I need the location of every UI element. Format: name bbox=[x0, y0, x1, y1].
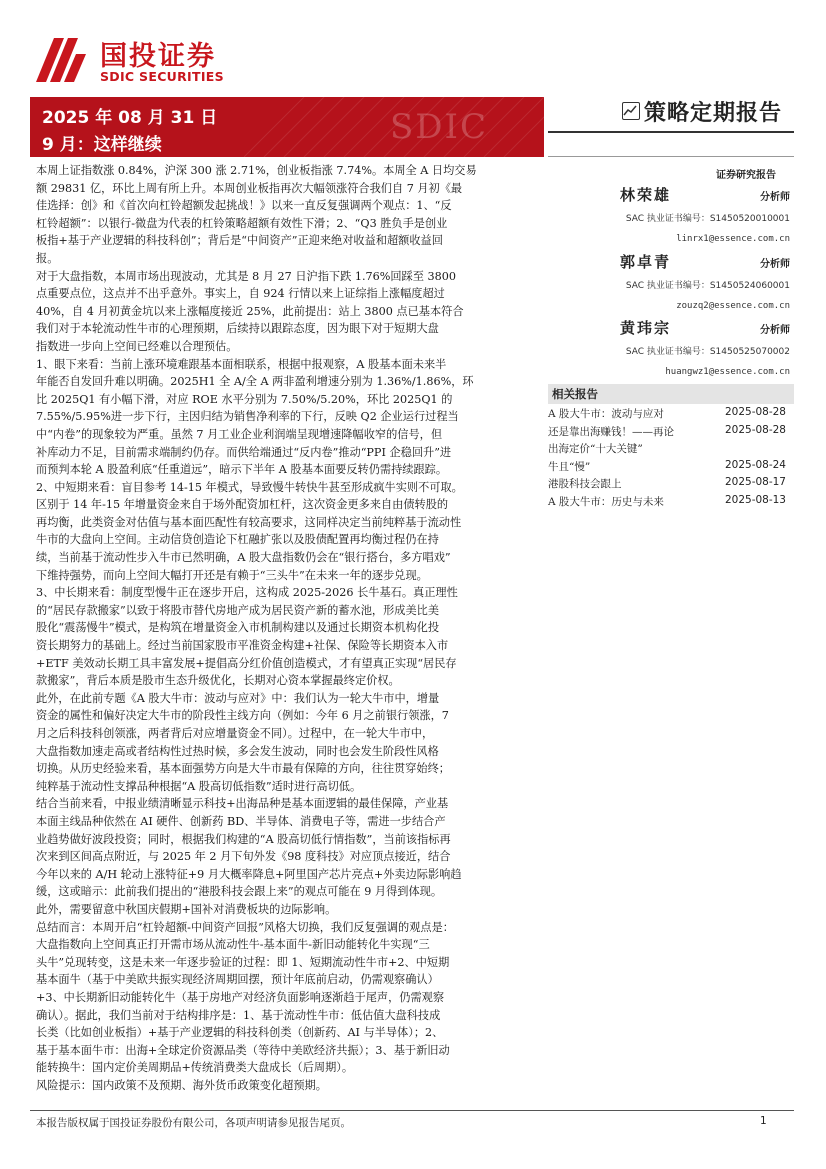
related-report-title[interactable]: 牛且“慢” bbox=[548, 460, 591, 473]
report-type bbox=[622, 96, 794, 130]
body-line: 额 29831 亿，环比上周有所上升。本周创业板指再次大幅领涨符合我们自 7 月初《最 bbox=[36, 181, 463, 195]
body-line: 的“居民存款搬家”以致于将股市替代房地产成为居民资产新的蓄水池，形成美比美 bbox=[36, 603, 440, 617]
related-report-item[interactable] bbox=[548, 441, 794, 459]
body-line: 切换。从历史经验来看，基本面强势方向是大牛市最有保障的方向，往往贯穿始终； bbox=[36, 762, 450, 776]
logo-mark-icon bbox=[34, 36, 90, 84]
body-line: 下维持强势，而向上空间大幅打开还是有赖于“三头牛”在未来一年的逐步兑现。 bbox=[36, 568, 428, 582]
body-line: 资金的属性和偏好决定大牛市的阶段性主线方向（例如：今年 6 月之前银行领涨，7 bbox=[36, 709, 449, 723]
page-number: 1 bbox=[760, 1115, 767, 1127]
body-line: 此外，需要留意中秋国庆假期+国补对消费板块的边际影响。 bbox=[36, 902, 337, 916]
body-line: 能转换牛：国内定价美周期品+传统消费类大盘成长（后周期）。 bbox=[36, 1061, 354, 1075]
body-line: 40%，自 4 月初黄金坑以来上涨幅度接近 25%，此前提出：站上 3800 点已基本符合 bbox=[36, 304, 464, 318]
body-line: 报。 bbox=[36, 251, 59, 265]
related-report-date: 2025-08-17 bbox=[724, 476, 786, 489]
body-line: 2、中短期来看：盲目参考 14-15 年模式，导致慢牛转快牛甚至形成疯牛实则不可取。 bbox=[36, 480, 463, 494]
title-banner bbox=[30, 97, 544, 157]
body-line: 基本面牛（基于中美欧共振实现经济周期回摆，预计年底前启动，仍需观察确认） bbox=[36, 973, 439, 987]
body-line: 补库动力不足，目前需求端制约仍存。而供给端通过“反内卷”推动“PPI 企稳回升”进 bbox=[36, 445, 452, 459]
related-report-item[interactable] bbox=[548, 494, 794, 512]
divider bbox=[548, 131, 794, 133]
analyst-name: 林荣雄 bbox=[620, 186, 672, 204]
analyst-role: 分析师 bbox=[760, 325, 790, 336]
analyst-email[interactable]: linrx1@essence.com.cn bbox=[676, 234, 790, 244]
body-line: +ETF 美效动长期工具丰富发展+提倡高分红价值创造模式，才有望真正实现“居民存 bbox=[36, 656, 457, 670]
chart-icon bbox=[622, 102, 640, 120]
body-line: 资长期努力的基础上。经过当前国家股市平准资金构建+社保、保险等长期资本入市 bbox=[36, 639, 449, 653]
body-line: 结合当前来看，中报业绩清晰显示科技+出海品种是基本面逻辑的最佳保障，产业基 bbox=[36, 797, 449, 811]
body-line: 确认）。据此，我们当前对于结构排序是：1、基于流动性牛市：低估值大盘科技成 bbox=[36, 1008, 441, 1022]
body-line: 牛市的大盘向上空间。主动信贷创造论下杠融扩张以及股债配置再均衡过程仍在持 bbox=[36, 533, 439, 547]
body-line: 头牛”兑现转变，这是未来一年逐步验证的过程：即 1、短期流动性牛市+2、中短期 bbox=[36, 955, 450, 969]
related-report-date: 2025-08-28 bbox=[724, 423, 786, 436]
body-line: 总结而言：本周开启“杠铃超额-中间资产回报”风格大切换，我们反复强调的观点是： bbox=[36, 920, 454, 934]
body-line: 板指+基于产业逻辑的科技科创”；背后是“中间资产”正迎来绝对收益和超额收益回 bbox=[36, 234, 443, 248]
related-report-item[interactable] bbox=[548, 476, 794, 494]
report-date: 2025 年 08 月 31 日 bbox=[42, 108, 218, 128]
related-report-item[interactable] bbox=[548, 459, 794, 477]
related-report-title[interactable]: 港股科技会跟上 bbox=[548, 478, 622, 491]
body-line: 而预判本轮 A 股盈利底“任重道远”，暗示下半年 A 股基本面要反转仍需持续跟踪。 bbox=[36, 463, 448, 477]
body-line: 业趋势做好波段投资；同时，根据我们构建的“A 股高切低行情指数”，当前该指标再 bbox=[36, 832, 451, 846]
related-report-title[interactable]: 出海定价“十大关键” bbox=[548, 443, 643, 456]
related-report-date: 2025-08-24 bbox=[724, 458, 786, 471]
body-line: 款搬家”，背后本质是股市生态升级优化，长期对心资本掌握最终定价权。 bbox=[36, 674, 400, 688]
body-line: 7.55%/5.95%进一步下行，主因归结为销售净利率的下行，反映 Q2 企业运行过程当 bbox=[36, 410, 459, 424]
body-line: 长类（比如创业板指）+基于产业逻辑的科技科创类（创新药、AI 与半导体）；2、 bbox=[36, 1026, 444, 1040]
report-title: 9 月：这样继续 bbox=[42, 135, 162, 155]
body-line: 佳选择：创》和《首次向杠铃超额发起挑战！》以来一直反复强调两个观点：1、“反 bbox=[36, 199, 452, 213]
body-line: 指数进一步向上空间已经难以合理预估。 bbox=[36, 339, 238, 353]
body-line: 纯粹基于流动性支撑品种根据“A 股高切低指数”适时进行高切低。 bbox=[36, 779, 362, 793]
body-line: 今年以来的 A/H 轮动上涨特征+9 月大概率降息+阿里国产芯片亮点+外卖边际影响趋 bbox=[36, 867, 462, 881]
body-line: 缓，这或暗示：此前我们提出的“港股科技会跟上来”的观点可能在 9 月得到体现。 bbox=[36, 885, 443, 899]
body-line: 点重要点位，这点并不出乎意外。事实上，自 924 行情以来上证综指上涨幅度超过 bbox=[36, 287, 445, 301]
body-line: 大盘指数加速走高或者结构性过热时候，多会发生波动，同时也会发生阶段性风格 bbox=[36, 744, 439, 758]
related-reports-header bbox=[548, 384, 794, 404]
body-line: 本面主线品种依然在 AI 硬件、创新药 BD、半导体、消费电子等，需进一步结合产 bbox=[36, 814, 446, 828]
analyst-cert: SAC 执业证书编号：S1450525070002 bbox=[625, 347, 790, 357]
body-line: 我们对于本轮流动性牛市的心理预期，后续持以跟踪态度，因为眼下对于短期大盘 bbox=[36, 322, 439, 336]
analyst-role: 分析师 bbox=[760, 192, 790, 203]
related-reports-title: 相关报告 bbox=[552, 387, 598, 401]
body-line: 年能否自发回升难以明确。2025H1 全 A/全 A 两非盈利增速分别为 1.36%/1.86%，环 bbox=[36, 375, 474, 389]
body-line: 中“内卷”的现象较为严重。虽然 7 月工业企业利润端呈现增速降幅收窄的信号，但 bbox=[36, 427, 443, 441]
analyst-cert: SAC 执业证书编号：S1450520010001 bbox=[625, 214, 790, 224]
company-logo bbox=[34, 32, 274, 90]
banner-watermark: SDIC bbox=[390, 107, 488, 147]
body-line: 大盘指数向上空间真正打开需市场从流动性牛-基本面牛-新旧动能转化牛实现“三 bbox=[36, 938, 430, 952]
analyst-email[interactable]: zouzq2@essence.com.cn bbox=[676, 301, 790, 311]
logo-name-en: SDIC SECURITIES bbox=[100, 69, 224, 84]
body-line: 对于大盘指数，本周市场出现波动，尤其是 8 月 27 日沪指下跌 1.76%回踩至 3800 bbox=[36, 269, 456, 283]
body-line: 风险提示：国内政策不及预期、海外货币政策变化超预期。 bbox=[36, 1078, 327, 1092]
body-line: 续，当前基于流动性步入牛市已然明确，A 股大盘指数仍会在“银行搭台，多方唱戏” bbox=[36, 551, 451, 565]
analyst-cert: SAC 执业证书编号：S1450524060001 bbox=[625, 281, 790, 291]
body-line: 再均衡，此类资金对估值与基本面匹配性有较高要求，这同样决定当前纯粹基于流动性 bbox=[36, 515, 462, 529]
related-report-date: 2025-08-28 bbox=[724, 406, 786, 418]
body-line: 3、中长期来看：制度型慢牛正在逐步开启，这构成 2025-2026 长牛基石。真正理性 bbox=[36, 586, 458, 600]
related-report-title[interactable]: A 股大牛市：波动与应对 bbox=[548, 408, 664, 420]
analyst-email[interactable]: huangwz1@essence.com.cn bbox=[665, 367, 790, 377]
body-line: 股化“震荡慢牛”模式，是构筑在增量资金入市机制构建以及通过长期资本机构化投 bbox=[36, 621, 440, 635]
related-report-title[interactable]: 还是靠出海赚钱！——再论 bbox=[548, 425, 674, 438]
body-line: 杠铃超额”：以银行-微盘为代表的杠铃策略超额有效性下滑；2、“Q3 胜负手是创业 bbox=[36, 216, 448, 230]
body-line: 1、眼下来看：当前上涨环境难跟基本面相联系，根据中报观察，A 股基本面未来半 bbox=[36, 357, 447, 371]
body-line: 基于基本面牛市：出海+全球定价资源品类（等待中美欧经济共振）；3、基于新旧动 bbox=[36, 1043, 450, 1057]
related-report-item[interactable] bbox=[548, 406, 794, 424]
analyst-role: 分析师 bbox=[760, 259, 790, 270]
analyst-name: 黄玮宗 bbox=[620, 319, 672, 337]
body-line: 月之后科技科创领涨，两者背后对应增量资金不同）。过程中，在一轮大牛市中， bbox=[36, 727, 434, 740]
related-reports-list bbox=[548, 406, 794, 512]
footer-divider bbox=[30, 1110, 794, 1111]
body-line: 本周上证指数涨 0.84%，沪深 300 涨 2.71%，创业板指涨 7.74%。本周全 A 日均交易 bbox=[36, 164, 477, 177]
analyst-card bbox=[548, 317, 794, 387]
related-report-title[interactable]: A 股大牛市：历史与未来 bbox=[548, 495, 664, 508]
analyst-card bbox=[548, 184, 794, 254]
report-body bbox=[36, 162, 544, 1094]
body-line: +3、中长期新旧动能转化牛（基于房地产对经济负面影响逐渐趋于尾声，仍需观察 bbox=[36, 990, 445, 1004]
body-line: 次来到区间高点附近，与 2025 年 2 月下旬外发《98 度科技》对应顶点接近，结合 bbox=[36, 850, 451, 864]
body-line: 区别于 14 年-15 年增量资金来自于场外配资加杠杆，这次资金更多来自由债转股的 bbox=[36, 498, 449, 512]
logo-name-cn: 国投证券 bbox=[100, 41, 216, 72]
analyst-card bbox=[548, 251, 794, 321]
report-category: 证券研究报告 bbox=[716, 170, 776, 181]
divider bbox=[548, 156, 794, 157]
report-type-label: 策略定期报告 bbox=[644, 101, 783, 126]
body-line: 比 2025Q1 有小幅下滑，对应 ROE 水平分别为 7.50%/5.20%，环比 2025Q1 的 bbox=[36, 392, 453, 406]
body-line: 此外，在此前专题《A 股大牛市：波动与应对》中：我们认为一轮大牛市中，增量 bbox=[36, 691, 440, 705]
analyst-name: 郭卓青 bbox=[620, 253, 672, 271]
related-report-date: 2025-08-13 bbox=[724, 493, 786, 506]
related-report-item[interactable] bbox=[548, 424, 794, 442]
footer-disclaimer: 本报告版权属于国投证券股份有限公司，各项声明请参见报告尾页。 bbox=[36, 1117, 351, 1129]
